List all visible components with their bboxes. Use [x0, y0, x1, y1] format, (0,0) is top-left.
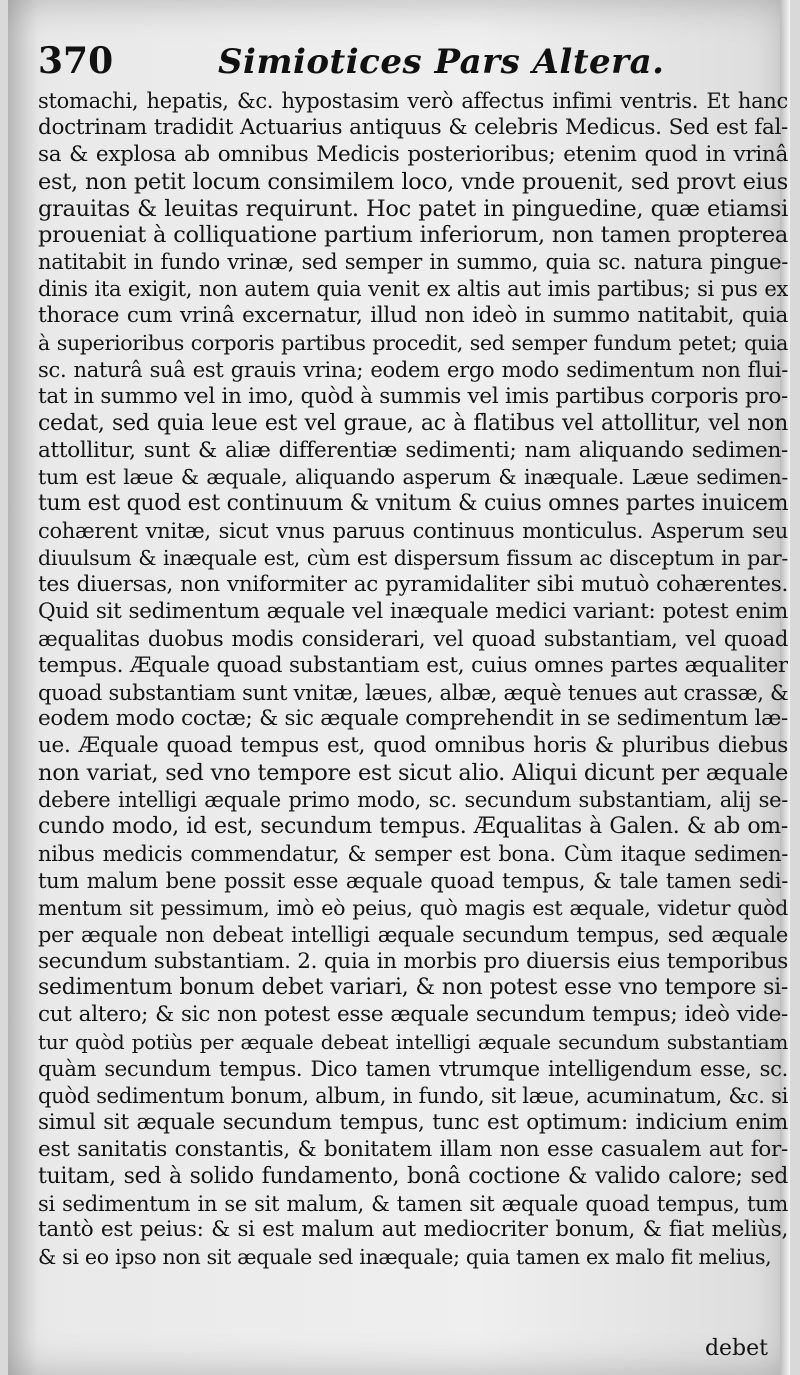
text-line: tum malum bene possit esse æquale quoad tempus, & tale tamen sedi-	[38, 868, 788, 893]
text-line: diuulsum & inæquale est, cùm est dispersum fissum ac disceptum in par-	[38, 546, 788, 571]
text-line: sa & explosa ab omnibus Medicis posterioribus; etenim quod in vrinâ	[38, 141, 788, 167]
book-page	[8, 0, 790, 1375]
text-line: proueniat à colliquatione partium inferiorum, non tamen propterea	[38, 222, 788, 249]
text-line: debere intelligi æquale primo modo, sc. secundum substantiam, alij se-	[38, 788, 788, 813]
text-line: tum est læue & æquale, aliquando asperum & inæquale. Læue sedimen-	[38, 465, 788, 490]
text-line: sedimentum bonum debet variari, & non potest esse vno tempore si-	[38, 975, 788, 1001]
text-line: cut altero; & sic non potest esse æquale secundum tempus; ideò vide-	[38, 1002, 788, 1028]
text-line: per æquale non debeat intelligi æquale secundum tempus, sed æquale	[38, 922, 788, 947]
text-line: quàm secundum tempus. Dico tamen vtrumque intelligendum esse, sc.	[38, 1057, 788, 1082]
text-line: eodem modo coctæ; & sic æquale comprehendit in se sedimentum læ-	[38, 706, 788, 732]
text-line: Quid sit sedimentum æquale vel inæquale medici variant: potest enim	[38, 598, 788, 624]
text-line: cedat, sed quia leue est vel graue, ac à flatibus vel attollitur, vel non	[38, 410, 788, 436]
text-line: cundo modo, id est, secundum tempus. Æqualitas à Galen. & ab om-	[38, 814, 788, 840]
text-line: tat in summo vel in imo, quòd à summis vel imis partibus corporis pro-	[38, 383, 788, 409]
text-line: dinis ita exigit, non autem quia venit ex altis aut imis partibus; si pus ex	[38, 277, 788, 302]
text-line: attollitur, sunt & aliæ differentiæ sedimenti; nam aliquando sedimen-	[38, 437, 788, 463]
text-line: est, non petit locum consimilem loco, vnde prouenit, sed provt eius	[38, 168, 788, 195]
text-line: doctrinam tradidit Actuarius antiquus & celebris Medicus. Sed est fal-	[38, 114, 788, 140]
text-line: & si eo ipso non sit æquale sed inæquale; quia tamen ex malo fit melius,	[38, 1245, 772, 1270]
text-line: simul sit æquale secundum tempus, tunc est optimum: indicium enim	[38, 1109, 788, 1135]
text-line: cohærent vnitæ, sicut vnus paruus continuus monticulus. Asperum seu	[38, 519, 788, 544]
text-line: tuitam, sed à solido fundamento, bonâ coctione & valido calore; sed	[38, 1163, 788, 1189]
text-line: est sanitatis constantis, & bonitatem illam non esse casualem aut for-	[38, 1136, 788, 1162]
text-line: à superioribus corporis partibus procedit, sed semper fundum petet; quia	[38, 331, 788, 356]
text-line: nibus medicis commendatur, & semper est bona. Cùm itaque sedimen-	[38, 841, 788, 866]
text-line: tur quòd potiùs per æquale debeat intelligi æquale secundum substantiam	[38, 1030, 788, 1055]
page-header	[38, 40, 768, 90]
text-line: quòd sedimentum bonum, album, in fundo, sit læue, acuminatum, &c. si	[38, 1083, 788, 1108]
text-line: sc. naturâ suâ est grauis vrina; eodem ergo modo sedimentum non flui-	[38, 357, 788, 382]
running-head: Simiotices Pars Altera.	[218, 42, 665, 82]
text-line: ue. Æquale quoad tempus est, quod omnibus horis & pluribus diebus	[38, 733, 788, 759]
text-line: grauitas & leuitas requirunt. Hoc patet in pinguedine, quæ etiamsi	[38, 195, 788, 222]
text-line: secundum substantiam. 2. quia in morbis pro diuersis eius temporibus	[38, 948, 788, 974]
body-text	[38, 88, 788, 1271]
text-line: stomachi, hepatis, &c. hypostasim verò affectus infimi ventris. Et hanc	[38, 89, 788, 113]
text-line: quoad substantiam sunt vnitæ, læues, albæ, æquè tenues aut crassæ, &	[38, 680, 788, 705]
page-number: 370	[38, 40, 114, 82]
text-line: mentum sit pessimum, imò eò peius, quò magis est æquale, videtur quòd	[38, 895, 788, 920]
text-line: non variat, sed vno tempore est sicut alio. Aliqui dicunt per æquale	[38, 760, 788, 787]
text-line: æqualitas duobus modis considerari, vel quoad substantiam, vel quoad	[38, 626, 788, 651]
text-line: si sedimentum in se sit malum, & tamen sit æquale quoad tempus, tum	[38, 1191, 788, 1216]
text-line: tes diuersas, non vniformiter ac pyramidaliter sibi mutuò cohærentes.	[38, 572, 788, 598]
text-line: tum est quod est continuum & vnitum & cuius omnes partes inuicem	[38, 491, 788, 517]
text-line: natitabit in fundo vrinæ, sed semper in summo, quia sc. natura pingue-	[38, 250, 788, 275]
catchword: debet	[704, 1336, 768, 1361]
text-line: tantò est peius: & si est malum aut mediocriter bonum, & fiat meliùs,	[38, 1217, 788, 1243]
text-line: thorace cum vrinâ excernatur, illud non ideò in summo natitabit, quia	[38, 303, 788, 329]
text-line: tempus. Æquale quoad substantiam est, cuius omnes partes æqualiter	[38, 652, 788, 678]
